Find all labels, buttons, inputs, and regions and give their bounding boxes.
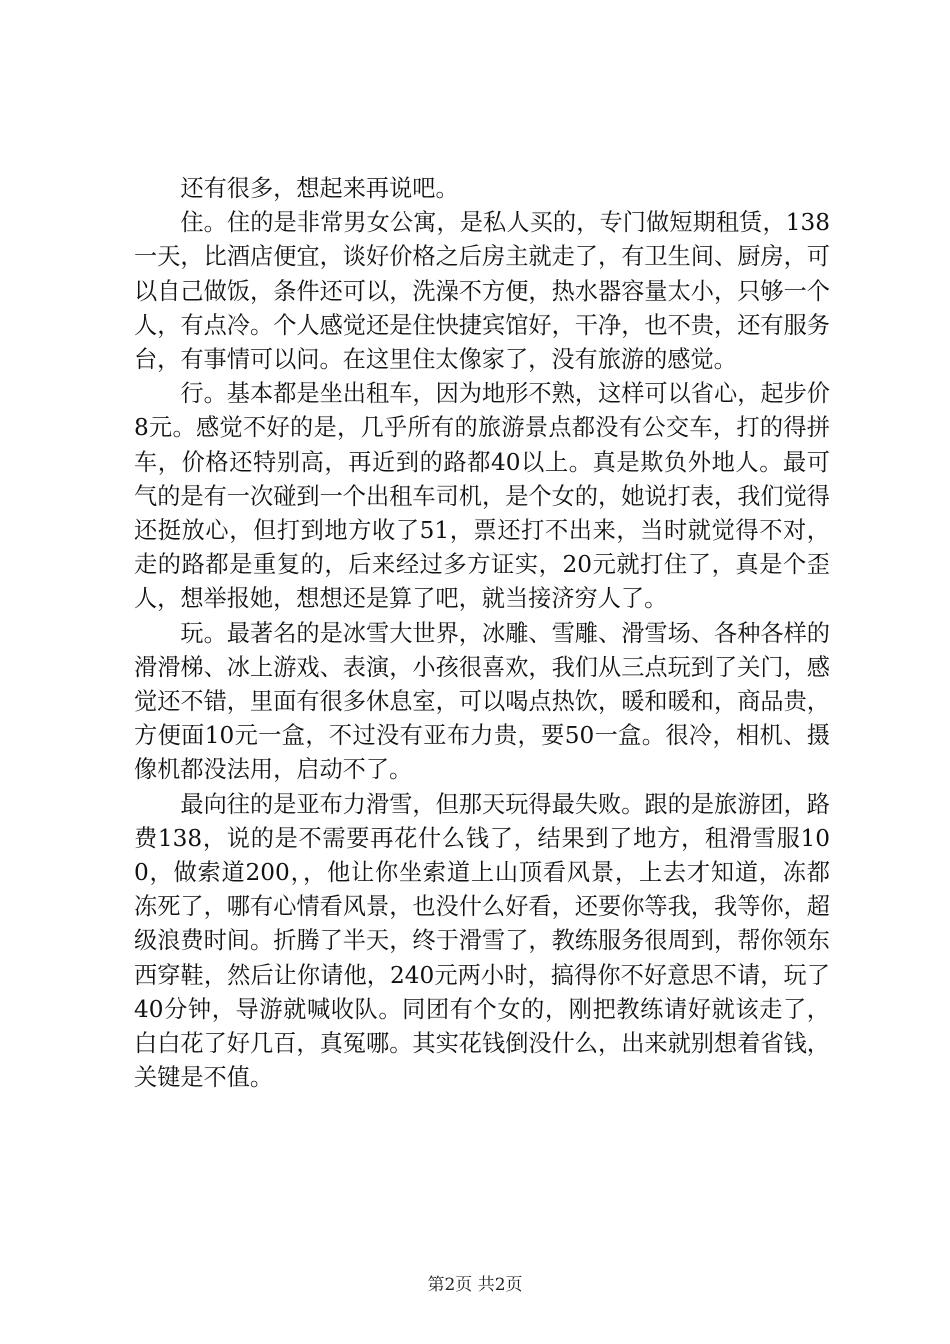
paragraph-intro: 还有很多，想起来再说吧。 [180,175,459,202]
page-number-footer: 第2页 共2页 [427,1275,523,1295]
document-body [134,172,830,1095]
paragraph-entertainment: 玩。最著名的是冰雪大世界，冰雕、雪雕、滑雪场、各种各样的滑滑梯、冰上游戏、表演，小孩很喜欢，我们从三点玩到了关门，感觉还不错，里面有很多休息室，可以喝点热饮，暖和暖和，商品贵，方便面10元一盒，不过没有亚布力贵，要50一盒。很冷，相机、摄像机都没法用，启动不了。 [134,619,830,784]
paragraph-lodging: 住。住的是非常男女公寓，是私人买的，专门做短期租赁，138一天，比酒店便宜，谈好价格之后房主就走了，有卫生间、厨房，可以自己做饭，条件还可以，洗澡不方便，热水器容量太小，只够一个人，有点冷。个人感觉还是住快捷宾馆好，干净，也不贵，还有服务台，有事情可以问。在这里住太像家了，没有旅游的感觉。 [134,209,830,374]
paragraph-transport: 行。基本都是坐出租车，因为地形不熟，这样可以省心，起步价8元。感觉不好的是，几乎所有的旅游景点都没有公交车，打的得拼车，价格还特别高，再近到的路都40以上。真是欺负外地人。最可气的是有一次碰到一个出租车司机，是个女的，她说打表，我们觉得还挺放心，但打到地方收了51，票还打不出来，当时就觉得不对，走的路都是重复的，后来经过多方证实，20元就打住了，真是个歪人，想举报她，想想还是算了吧，就当接济穷人了。 [134,380,830,613]
paragraph-skiing: 最向往的是亚布力滑雪，但那天玩得最失败。跟的是旅游团，路费138，说的是不需要再花什么钱了，结果到了地方，租滑雪服100，做索道200，，他让你坐索道上山顶看风景，上去才知道，冻都冻死了，哪有心情看风景，也没什么好看，还要你等我，我等你，超级浪费时间。折腾了半天，终于滑雪了，教练服务很周到，帮你领东西穿鞋，然后让你请他，240元两小时，搞得你不好意思不请，玩了40分钟，导游就喊收队。同团有个女的，刚把教练请好就该走了，白白花了好几百，真冤哪。其实花钱倒没什么，出来就别想着省钱，关键是不值。 [134,790,830,1092]
